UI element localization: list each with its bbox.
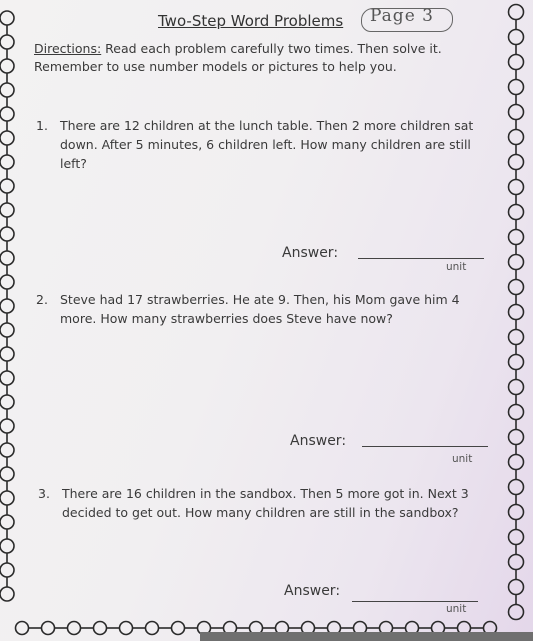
border-circle — [509, 130, 524, 145]
border-circle — [0, 563, 14, 577]
problem-number: 2. — [36, 292, 48, 307]
border-circle — [0, 11, 14, 25]
border-circle — [509, 155, 524, 170]
border-circle — [0, 275, 14, 289]
border-circle — [0, 491, 14, 505]
border-circle — [509, 255, 524, 270]
border-circle — [0, 467, 14, 481]
border-circle — [509, 105, 524, 120]
border-circle — [0, 587, 14, 601]
problem-text: Steve had 17 strawberries. He ate 9. Then, his Mom gave him 4 more. How many strawberries does Steve have now? — [60, 292, 460, 326]
border-circle — [0, 107, 14, 121]
border-circle — [509, 580, 524, 595]
border-circle — [509, 205, 524, 220]
answer-label: Answer: — [282, 245, 339, 261]
problem-number: 3. — [38, 486, 50, 501]
border-circle — [509, 405, 524, 420]
directions — [34, 40, 494, 76]
border-circle — [0, 515, 14, 529]
answer-label: Answer: — [284, 583, 341, 599]
border-circle — [0, 443, 14, 457]
unit-label: unit — [446, 603, 467, 615]
border-circle — [16, 622, 29, 635]
problem-text: There are 12 children at the lunch table. Then 2 more children sat down. After 5 minutes, 6 children left. How many children are still left? — [60, 118, 474, 171]
border-circle — [172, 622, 185, 635]
border-circle — [0, 35, 14, 49]
border-circle — [42, 622, 55, 635]
border-circle — [68, 622, 81, 635]
problem-text: There are 16 children in the sandbox. Then 5 more got in. Next 3 decided to get out. How many children are still in the sandbox? — [62, 486, 469, 520]
border-circle — [0, 539, 14, 553]
border-circle — [0, 83, 14, 97]
border-circle — [509, 180, 524, 195]
border-circle — [509, 530, 524, 545]
answer-label: Answer: — [290, 433, 347, 449]
border-circle — [0, 227, 14, 241]
directions-label: Directions: — [34, 41, 102, 56]
border-circle — [509, 505, 524, 520]
unit-label: unit — [446, 261, 467, 273]
border-circle — [509, 380, 524, 395]
border-circle — [509, 30, 524, 45]
border-circle — [509, 330, 524, 345]
photo-bottom-edge — [200, 632, 533, 641]
border-circle — [0, 299, 14, 313]
border-circle — [0, 371, 14, 385]
page-label: Page 3 — [370, 6, 434, 26]
border-circle — [0, 203, 14, 217]
border-circle — [0, 395, 14, 409]
border-circle — [509, 480, 524, 495]
unit-label: unit — [452, 453, 473, 465]
border-circle — [0, 179, 14, 193]
answer-blank-1[interactable] — [358, 258, 484, 259]
answer-blank-3[interactable] — [352, 601, 478, 602]
border-circle — [509, 80, 524, 95]
border-circle — [0, 323, 14, 337]
border-circle — [146, 622, 159, 635]
border-circle — [94, 622, 107, 635]
border-circle — [509, 305, 524, 320]
border-circle — [509, 230, 524, 245]
border-circle — [0, 251, 14, 265]
border-circle — [509, 430, 524, 445]
title-area — [158, 6, 498, 36]
border-circle — [0, 131, 14, 145]
border-circle — [509, 55, 524, 70]
border-circle — [509, 455, 524, 470]
directions-text: Read each problem carefully two times. Then solve it. Remember to use number models or pictures to help you. — [34, 41, 442, 74]
border-circle — [0, 59, 14, 73]
border-circle — [509, 555, 524, 570]
border-circle — [509, 5, 524, 20]
border-circle — [509, 605, 524, 620]
border-circle — [0, 155, 14, 169]
answer-blank-2[interactable] — [362, 446, 488, 447]
border-circle — [0, 347, 14, 361]
worksheet-title: Two-Step Word Problems — [158, 12, 344, 30]
border-circle — [0, 419, 14, 433]
border-circle — [509, 355, 524, 370]
border-circle — [509, 280, 524, 295]
problem-number: 1. — [36, 118, 48, 133]
border-circle — [120, 622, 133, 635]
